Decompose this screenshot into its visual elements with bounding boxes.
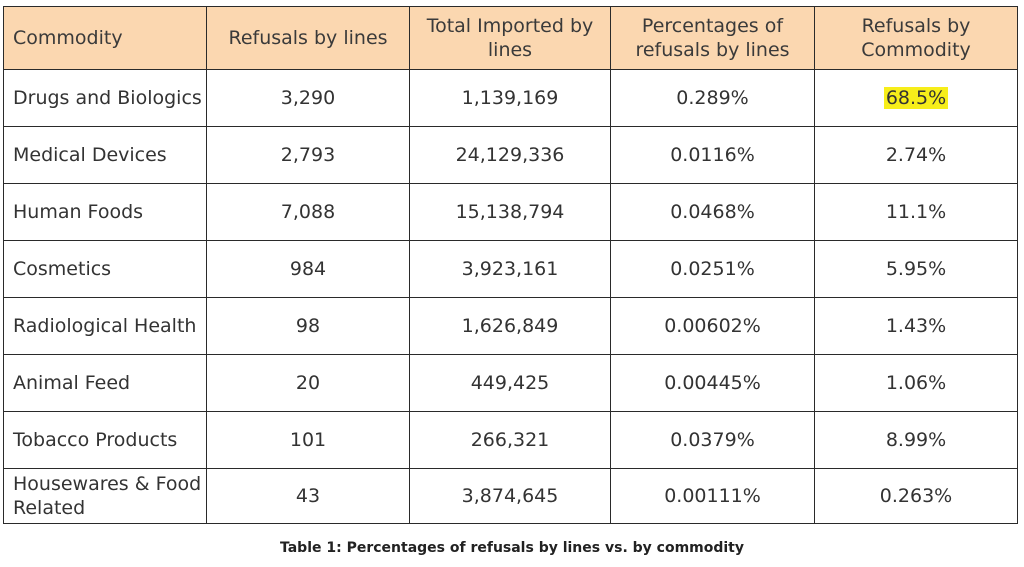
commodity-cell: Cosmetics <box>4 241 207 298</box>
refusals-cell: 984 <box>207 241 410 298</box>
refusals-cell: 43 <box>207 469 410 524</box>
imported-cell: 266,321 <box>410 412 611 469</box>
commodity-cell: Housewares & Food Related <box>4 469 207 524</box>
column-header: Commodity <box>4 7 207 70</box>
table-row <box>4 241 1018 298</box>
percent-commodity-cell: 1.06% <box>815 355 1018 412</box>
percent-commodity-cell: 2.74% <box>815 127 1018 184</box>
commodity-cell: Human Foods <box>4 184 207 241</box>
percent-commodity-cell: 8.99% <box>815 412 1018 469</box>
table-row <box>4 469 1018 524</box>
percent-lines-cell: 0.0468% <box>611 184 815 241</box>
imported-cell: 449,425 <box>410 355 611 412</box>
table-header-row <box>4 7 1018 70</box>
refusals-cell: 98 <box>207 298 410 355</box>
percent-commodity-cell <box>815 70 1018 127</box>
table-row <box>4 298 1018 355</box>
column-header: Total Imported by lines <box>410 7 611 70</box>
column-header: Percentages of refusals by lines <box>611 7 815 70</box>
imported-cell: 1,139,169 <box>410 70 611 127</box>
percent-commodity-cell: 0.263% <box>815 469 1018 524</box>
imported-cell: 24,129,336 <box>410 127 611 184</box>
table-row <box>4 412 1018 469</box>
commodity-cell: Tobacco Products <box>4 412 207 469</box>
percent-lines-cell: 0.0116% <box>611 127 815 184</box>
table-row <box>4 355 1018 412</box>
table-row <box>4 184 1018 241</box>
column-header: Refusals by lines <box>207 7 410 70</box>
commodity-cell: Radiological Health <box>4 298 207 355</box>
percent-lines-cell: 0.0251% <box>611 241 815 298</box>
percent-lines-cell: 0.00111% <box>611 469 815 524</box>
commodity-cell: Drugs and Biologics <box>4 70 207 127</box>
commodity-cell: Medical Devices <box>4 127 207 184</box>
percent-commodity-cell: 11.1% <box>815 184 1018 241</box>
highlighted-value: 68.5% <box>885 87 947 109</box>
commodity-cell: Animal Feed <box>4 355 207 412</box>
data-table <box>3 6 1018 524</box>
refusals-cell: 3,290 <box>207 70 410 127</box>
table-row <box>4 127 1018 184</box>
percent-lines-cell: 0.00602% <box>611 298 815 355</box>
table-row <box>4 70 1018 127</box>
imported-cell: 15,138,794 <box>410 184 611 241</box>
imported-cell: 3,923,161 <box>410 241 611 298</box>
percent-lines-cell: 0.289% <box>611 70 815 127</box>
imported-cell: 3,874,645 <box>410 469 611 524</box>
percent-lines-cell: 0.00445% <box>611 355 815 412</box>
percent-lines-cell: 0.0379% <box>611 412 815 469</box>
refusals-cell: 7,088 <box>207 184 410 241</box>
refusals-cell: 20 <box>207 355 410 412</box>
percent-commodity-cell: 1.43% <box>815 298 1018 355</box>
column-header: Refusals by Commodity <box>815 7 1018 70</box>
refusals-cell: 2,793 <box>207 127 410 184</box>
imported-cell: 1,626,849 <box>410 298 611 355</box>
table-caption: Table 1: Percentages of refusals by lines vs. by commodity <box>279 540 745 556</box>
percent-commodity-cell: 5.95% <box>815 241 1018 298</box>
refusals-cell: 101 <box>207 412 410 469</box>
